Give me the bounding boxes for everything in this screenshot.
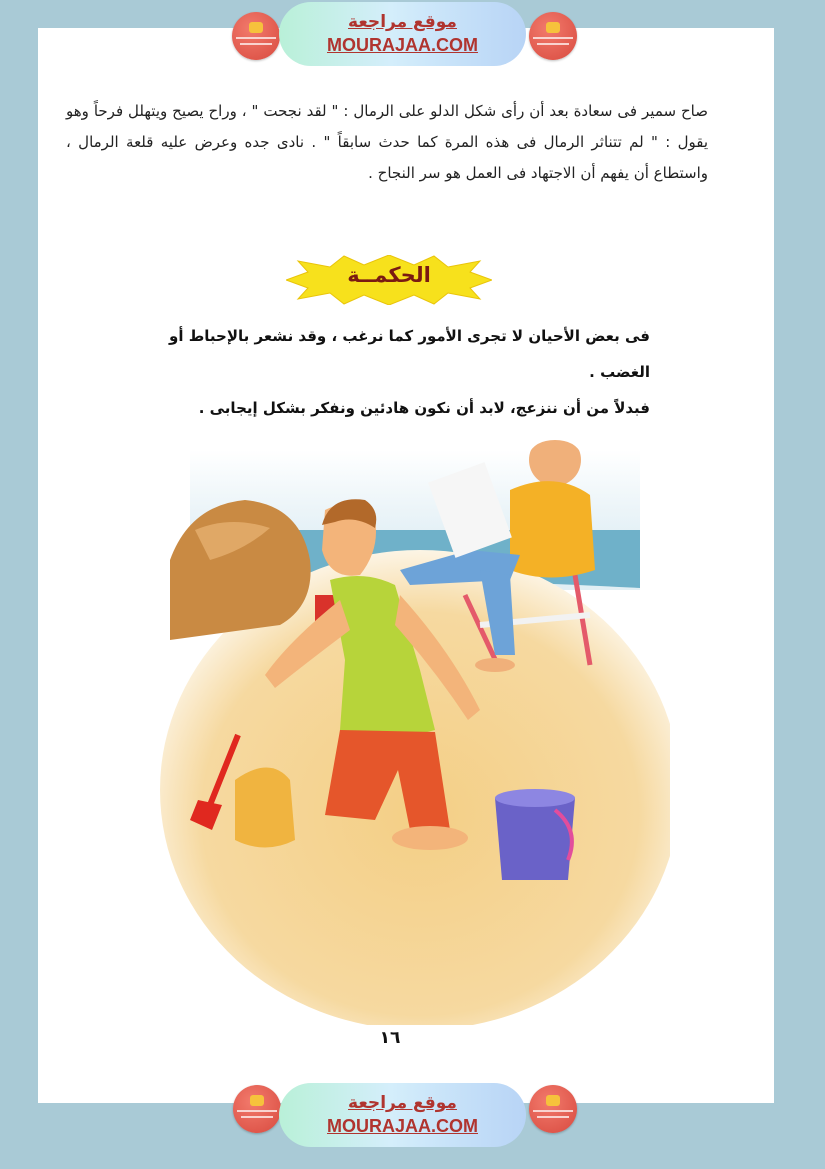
wisdom-title-burst	[286, 255, 492, 305]
site-banner-top[interactable]	[279, 2, 526, 66]
site-name-latin[interactable]: MOURAJAA.COM	[327, 1116, 478, 1136]
beach-illustration	[150, 410, 670, 1025]
site-name-latin[interactable]: MOURAJAA.COM	[327, 35, 478, 55]
site-banner-bottom[interactable]	[279, 1083, 526, 1147]
site-name-arabic[interactable]: موقع مراجعة	[348, 12, 457, 32]
site-name-arabic[interactable]: موقع مراجعة	[348, 1093, 457, 1113]
story-paragraph: صاح سمير فى سعادة بعد أن رأى شكل الدلو على الرمال : " لقد نجحت " ، وراح يصيح ويتهلل فرحاً وهو يقول : " لم تتناثر الرمال فى هذه المرة كما حدث سابقاً " . نادى جده وعرض عليه قلعة الرمال ، واستطاع أن يفهم أن الاجتهاد فى العمل هو سر النجاح .	[66, 102, 708, 182]
site-logo-icon	[233, 1085, 281, 1133]
page-number: ١٦	[379, 1028, 401, 1048]
site-logo-icon	[529, 12, 577, 60]
wisdom-line-1: فى بعض الأحيان لا تجرى الأمور كما نرغب ، وقد نشعر بالإحباط أو الغضب .	[169, 327, 650, 381]
blue-bucket	[495, 789, 575, 880]
wisdom-line-2: فبدلاً من أن ننزعج، لابد أن نكون هادئين ونفكر بشكل إيجابى .	[198, 399, 650, 417]
site-logo-icon	[232, 12, 280, 60]
sand-castle	[235, 768, 295, 848]
wisdom-title: الحكمــة	[347, 263, 431, 287]
site-logo-icon	[529, 1085, 577, 1133]
